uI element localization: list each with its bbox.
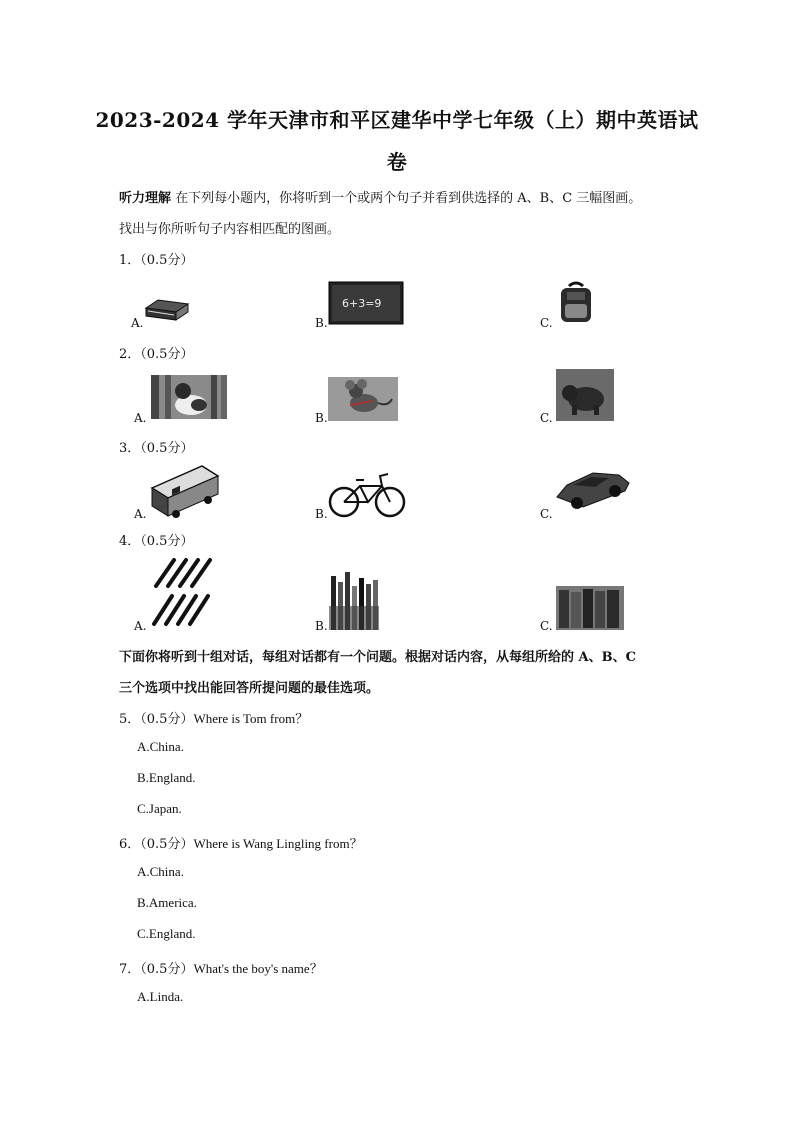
question-6-text: Where is Wang Lingling from？: [193, 836, 363, 851]
question-7: [119, 958, 323, 977]
q4-option-c-label: C.: [540, 619, 553, 633]
section1-instructions-line2: 找出与你所听句子内容相匹配的图画。: [119, 222, 341, 237]
bus-icon: [148, 462, 220, 520]
blackboard-icon: [328, 281, 404, 325]
q2-option-b-label: B.: [315, 411, 328, 425]
question-3-number: 3．（0.5分）: [119, 441, 194, 456]
dog-icon: [151, 375, 227, 419]
blackboard-text: 6+3=9: [342, 297, 382, 310]
q4-option-a-label: A.: [134, 619, 147, 633]
q7-choice-a: A.Linda.: [137, 989, 184, 1004]
q1-option-c-label: C.: [540, 316, 553, 330]
question-7-text: What's the boy's name？: [193, 961, 323, 976]
pencils-icon: [329, 562, 379, 630]
question-6: [119, 833, 363, 852]
section1-instructions: [119, 187, 641, 206]
car-icon: [553, 463, 631, 515]
q5-choice-b: B.England.: [137, 770, 196, 785]
question-5-text: Where is Tom from？: [193, 711, 309, 726]
q2-option-c-label: C.: [540, 411, 553, 425]
q5-choice-c: C.Japan.: [137, 801, 182, 816]
question-7-number: 7．（0.5分）: [119, 962, 194, 977]
q1-option-a-label: A.: [131, 316, 144, 330]
bicycle-icon: [328, 468, 406, 520]
q1-option-b-label: B.: [315, 316, 328, 330]
question-2-number: 2．（0.5分）: [119, 347, 194, 362]
q4-option-b-label: B.: [315, 619, 328, 633]
question-6-number: 6．（0.5分）: [119, 837, 194, 852]
q5-choice-a: A.China.: [137, 739, 184, 754]
book-icon: [142, 296, 190, 324]
q6-choice-b: B.America.: [137, 895, 197, 910]
q3-option-a-label: A.: [134, 507, 147, 521]
backpack-icon: [555, 280, 597, 326]
page-title-continued: 卷: [386, 150, 408, 174]
section1-heading: 听力理解: [119, 191, 172, 206]
page-title: 2023-2024 学年天津市和平区建华中学七年级（上）期中英语试: [95, 108, 699, 132]
mouse-icon: [328, 377, 398, 421]
question-4-number: 4．（0.5分）: [119, 534, 194, 549]
section1-instructions-text: 在下列每小题内，你将听到一个或两个句子并看到供选择的 A、B、C 三幅图画。: [171, 191, 642, 206]
q2-option-a-label: A.: [134, 411, 147, 425]
section2-instructions-line2: 三个选项中找出能回答所提问题的最佳选项。: [119, 681, 380, 696]
question-1-number: 1．（0.5分）: [119, 253, 194, 268]
q3-option-c-label: C.: [540, 507, 553, 521]
section2-instructions: 下面你将听到十组对话，每组对话都有一个问题。根据对话内容，从每组所给的 A、B、C: [119, 650, 636, 665]
pens-icon: [148, 556, 218, 628]
question-5: [119, 708, 308, 727]
bear-icon: [556, 369, 614, 421]
q3-option-b-label: B.: [315, 507, 328, 521]
q6-choice-c: C.England.: [137, 926, 196, 941]
question-5-number: 5．（0.5分）: [119, 712, 194, 727]
q6-choice-a: A.China.: [137, 864, 184, 879]
books-shelf-icon: [556, 586, 624, 630]
